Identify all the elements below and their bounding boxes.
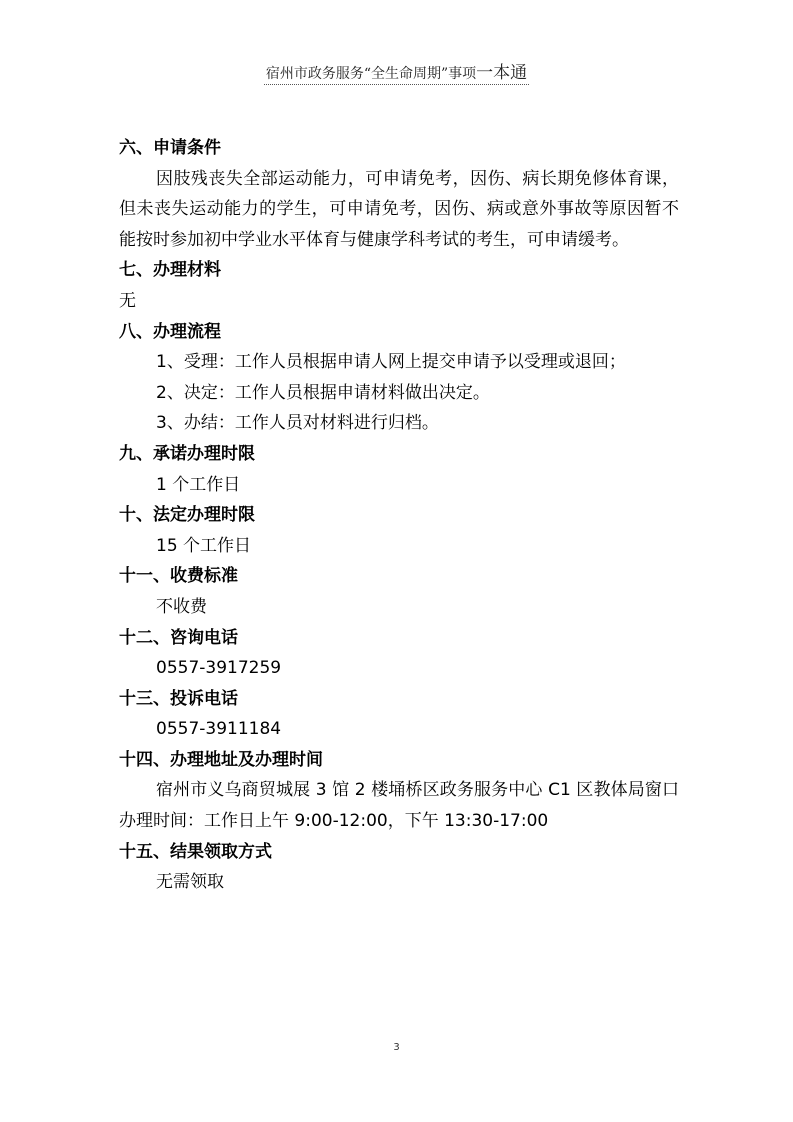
process-step: 1、受理：工作人员根据申请人网上提交申请予以受理或退回；	[156, 352, 626, 373]
section-heading-promised-time: 九、承诺办理时限	[119, 443, 255, 464]
process-step: 3、办结：工作人员对材料进行归档。	[156, 413, 439, 434]
conditions-body: 因肢残丧失全部运动能力，可申请免考，因伤、病长期免修体育课，但未丧失运动能力的学生，可申请免考，因伤、病或意外事故等原因暂不能按时参加初中学业水平体育与健康学科考试的考生，可申请缓考。	[119, 168, 679, 250]
address-body: 宿州市义乌商贸城展 3 馆 2 楼埇桥区政务服务中心 C1 区教体局窗口办理时间：工作日上午 9:00-12:00，下午 13:30-17:00	[119, 780, 679, 832]
fee-body: 不收费	[156, 596, 207, 617]
section-heading-conditions: 六、申请条件	[119, 138, 221, 158]
header-title-main: 宿州市政务服务“全生命周期”事项	[265, 66, 477, 82]
section-heading-result: 十五、结果领取方式	[119, 841, 272, 862]
materials-body: 无	[119, 290, 136, 311]
section-heading-legal-time: 十、法定办理时限	[119, 505, 255, 526]
result-body: 无需领取	[156, 872, 224, 893]
section-heading-consult-phone: 十二、咨询电话	[119, 627, 238, 648]
complaint-phone-body: 0557-3911184	[156, 719, 282, 740]
document-body	[119, 133, 679, 898]
consult-phone-body: 0557-3917259	[156, 658, 282, 679]
promised-time-body: 1 个工作日	[156, 474, 241, 495]
section-heading-address: 十四、办理地址及办理时间	[119, 749, 323, 770]
section-heading-fee: 十一、收费标准	[119, 566, 238, 587]
process-step: 2、决定：工作人员根据申请材料做出决定。	[156, 382, 490, 403]
section-heading-process: 八、办理流程	[119, 321, 221, 342]
section-heading-complaint-phone: 十三、投诉电话	[119, 688, 238, 709]
header-title-tail: 一本通	[476, 63, 528, 83]
page-header	[0, 58, 793, 85]
legal-time-body: 15 个工作日	[156, 535, 252, 556]
section-heading-materials: 七、办理材料	[119, 260, 221, 281]
page-number: 3	[393, 1042, 400, 1053]
header-title	[264, 58, 529, 85]
